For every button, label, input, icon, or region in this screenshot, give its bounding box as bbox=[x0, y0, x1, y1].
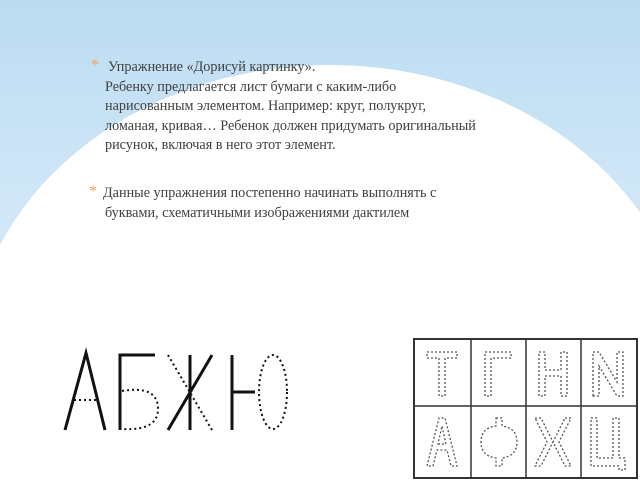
paragraph-line: буквами, схематичными изображениями дактилем bbox=[105, 204, 410, 221]
paragraph-line: Данные упражнения постепенно начинать выполнять с bbox=[103, 185, 437, 201]
letter-zh-figure bbox=[168, 355, 212, 430]
paragraph-line: ломаная, кривая… Ребенок должен придумать оригинальный bbox=[105, 117, 476, 134]
paragraph-letters bbox=[103, 184, 436, 223]
letter-a-figure bbox=[65, 353, 105, 430]
paragraph-line: Упражнение «Дорисуй картинку». bbox=[108, 59, 316, 75]
letter-b-figure bbox=[120, 355, 158, 430]
paragraph-dorisuy bbox=[105, 58, 476, 156]
letter-yu-figure bbox=[232, 355, 287, 430]
bullet-marker-2: * bbox=[89, 183, 97, 200]
letter-grid-figure bbox=[413, 338, 640, 480]
paragraph-line: рисунок, включая в него этот элемент. bbox=[105, 137, 336, 153]
letters-dorisuy-figure bbox=[60, 345, 300, 435]
paragraph-line: нарисованным элементом. Например: круг, полукруг, bbox=[105, 98, 427, 114]
bullet-marker-1: * bbox=[91, 57, 99, 74]
paragraph-line: Ребенку предлагается лист бумаги с каким-либо bbox=[105, 78, 397, 95]
